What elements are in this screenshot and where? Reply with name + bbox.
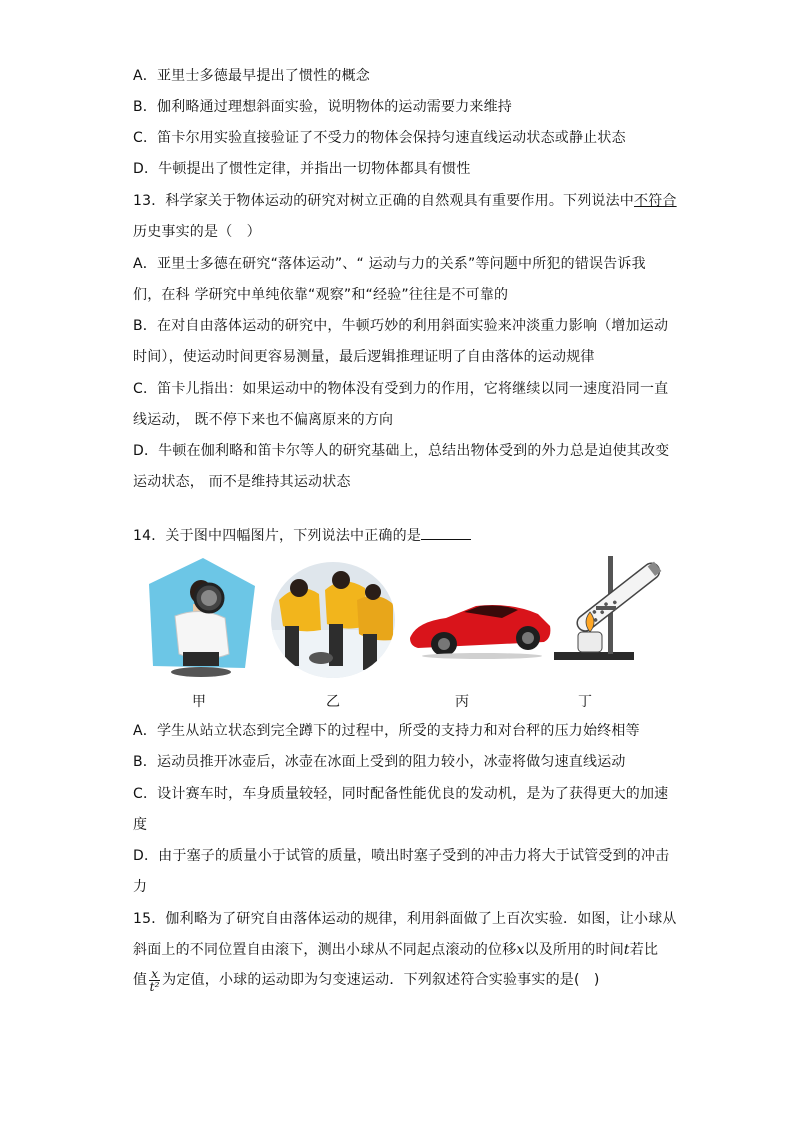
q13-option-a: A．亚里士多德在研究“落体运动”、“ 运动与力的关系”等问题中所犯的错误告诉我 [133, 256, 646, 272]
fraction-x-over-t-squared [149, 968, 160, 993]
q14-option-a: A．学生从站立状态到完全蹲下的过程中，所受的支持力和对台秤的压力始终相等 [133, 723, 640, 739]
q15-text-b: 以及所用的时间 [524, 942, 624, 958]
q15-text-d: 值 [133, 972, 148, 988]
q15-text-e: 为定值，小球的运动即为匀变速运动．下列叙述符合实验事实的是( ) [162, 972, 600, 988]
answer-blank [421, 525, 471, 540]
q13-option-b: B．在对自由落体运动的研究中，牛顿巧妙的利用斜面实验来冲淡重力影响（增加运动 [133, 318, 669, 334]
q13-option-a-cont: 们，在科 学研究中单纯依靠“观察”和“经验”往往是不可靠的 [133, 287, 509, 303]
var-t: t [623, 942, 630, 958]
q12-option-d: D．牛顿提出了惯性定律，并指出一切物体都具有惯性 [133, 161, 471, 177]
image-red-race-car [406, 598, 554, 660]
image-student-on-scale [143, 556, 257, 680]
q15-stem-line2 [133, 940, 658, 960]
q12-option-a: A．亚里士多德最早提出了惯性的概念 [133, 68, 370, 84]
q13-stem-text: 13．科学家关于物体运动的研究对树立正确的自然观具有重要作用。下列说法中 [133, 193, 635, 209]
q13-option-c-cont: 线运动， 既不停下来也不偏离原来的方向 [133, 412, 394, 428]
q13-option-d-cont: 运动状态， 而不是维持其运动状态 [133, 474, 351, 490]
q15-stem: 15．伽利略为了研究自由落体运动的规律，利用斜面做了上百次实验．如图，让小球从 [133, 911, 677, 927]
image-curling-players [269, 560, 397, 680]
q13-option-c: C．笛卡儿指出：如果运动中的物体没有受到力的作用，它将继续以同一速度沿同一直 [133, 381, 669, 397]
q14-option-d-cont: 力 [133, 879, 148, 895]
caption-bing: 丙 [455, 694, 469, 710]
q12-option-b: B．伽利略通过理想斜面实验，说明物体的运动需要力来维持 [133, 99, 513, 115]
fraction-denominator: t² [149, 979, 160, 994]
var-x: x [516, 942, 525, 958]
fraction-numerator: x [151, 966, 159, 981]
q15-text-a: 斜面上的不同位置自由滚下，测出小球从不同起点滚动的位移 [133, 942, 517, 958]
caption-yi: 乙 [326, 694, 340, 710]
q13-stem [133, 191, 677, 211]
q15-text-c: 若比 [629, 942, 659, 958]
q13-stem-emphasis: 不符合 [634, 193, 677, 209]
q14-option-c: C．设计赛车时，车身质量较轻，同时配备性能优良的发动机，是为了获得更大的加速 [133, 786, 669, 802]
q14-stem [133, 525, 471, 546]
caption-jia: 甲 [192, 694, 206, 710]
image-test-tube-apparatus [552, 552, 672, 674]
q13-stem-cont: 历史事实的是（ ） [133, 224, 261, 240]
q14-option-d: D．由于塞子的质量小于试管的质量，喷出时塞子受到的冲击力将大于试管受到的冲击 [133, 848, 670, 864]
q13-option-d: D．牛顿在伽利略和笛卡尔等人的研究基础上，总结出物体受到的外力总是迫使其改变 [133, 443, 670, 459]
q14-option-c-cont: 度 [133, 817, 148, 833]
q15-stem-line3 [133, 967, 600, 993]
q12-option-c: C．笛卡尔用实验直接验证了不受力的物体会保持匀速直线运动状态或静止状态 [133, 130, 626, 146]
q13-option-b-cont: 时间），使运动时间更容易测量，最后逻辑推理证明了自由落体的运动规律 [133, 349, 595, 365]
q14-stem-text: 14．关于图中四幅图片，下列说法中正确的是 [133, 528, 422, 544]
q14-option-b: B．运动员推开冰壶后，冰壶在冰面上受到的阻力较小，冰壶将做匀速直线运动 [133, 754, 626, 770]
caption-ding: 丁 [578, 694, 592, 710]
